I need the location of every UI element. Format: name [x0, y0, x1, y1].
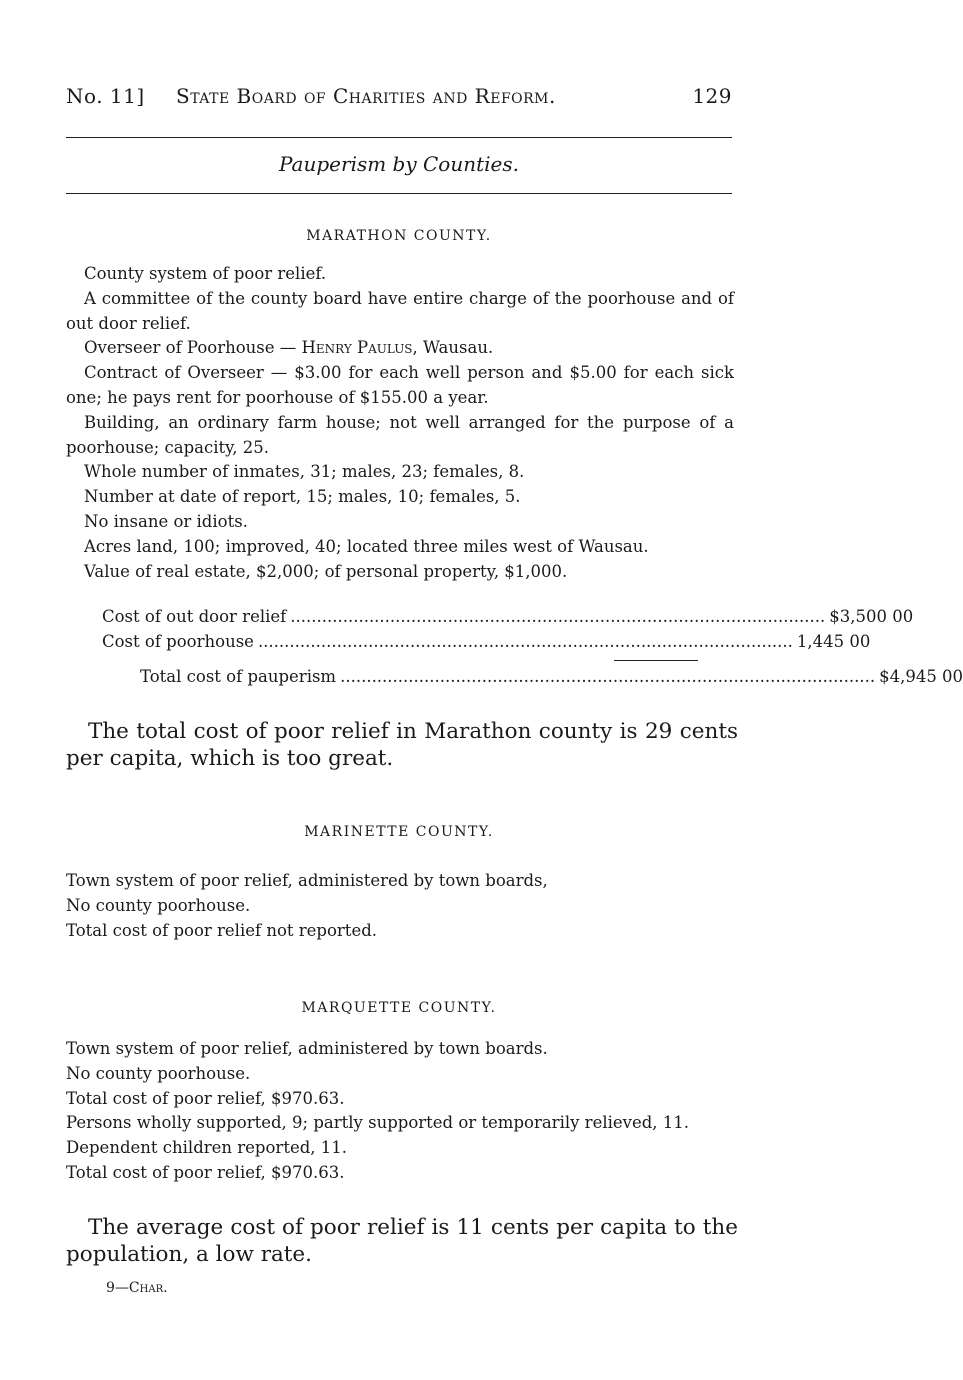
header-number: No. 11]: [66, 84, 145, 108]
cost-row-total: [102, 664, 963, 689]
marquette-line: Total cost of poor relief, $970.63.: [66, 1162, 345, 1182]
marathon-details: [66, 262, 734, 584]
marquette-line: Total cost of poor relief, $970.63.: [66, 1088, 345, 1108]
marquette-heading: MARQUETTE COUNTY.: [301, 1000, 497, 1016]
cost-amount: $3,500 00: [829, 607, 914, 626]
marinette-details: [66, 869, 734, 943]
cost-label: Cost of poorhouse: [102, 632, 254, 651]
marathon-cost-table: [102, 604, 963, 689]
marquette-note: [66, 1214, 738, 1268]
sum-rule: [614, 660, 698, 661]
marquette-note-text: The average cost of poor relief is 11 cents per capita to the population, a low rate.: [66, 1215, 738, 1267]
marinette-line: No county poorhouse.: [66, 895, 251, 915]
marquette-details: [66, 1037, 734, 1186]
page-number: 129: [692, 84, 732, 108]
leader-dots: ......................................................................................................: [290, 607, 826, 626]
page-subtitle: Pauperism by Counties.: [279, 152, 519, 176]
cost-amount: 1,445 00: [796, 632, 871, 651]
marathon-value: Value of real estate, $2,000; of personal property, $1,000.: [84, 561, 568, 581]
marinette-line: Total cost of poor relief not reported.: [66, 920, 378, 940]
marquette-line: Dependent children reported, 11.: [66, 1138, 348, 1158]
header-title: State Board of Charities and Reform.: [176, 84, 556, 108]
marinette-line: Town system of poor relief, administered by town boards,: [66, 871, 548, 890]
overseer-suffix: , Wausau.: [412, 338, 494, 358]
cost-row-poorhouse: [102, 629, 871, 654]
cost-amount: $4,945 00: [879, 667, 963, 686]
marathon-building: Building, an ordinary farm house; not well arranged for the purpose of a poorhouse; capacity, 25.: [66, 412, 734, 457]
marathon-system: County system of poor relief.: [84, 264, 327, 283]
subtitle-rule: [66, 193, 732, 194]
marathon-report: Number at date of report, 15; males, 10; females, 5.: [84, 487, 521, 507]
marathon-note-text: The total cost of poor relief in Marathon county is 29 cents per capita, which is too great.: [66, 719, 738, 771]
marathon-inmates: Whole number of inmates, 31; males, 23; females, 8.: [84, 462, 525, 482]
cost-row-outdoor: [102, 604, 914, 629]
marathon-committee: A committee of the county board have entire charge of the poorhouse and of out door relief.: [66, 288, 734, 333]
marquette-line: No county poorhouse.: [66, 1063, 251, 1083]
signature-mark: [106, 1280, 168, 1296]
cost-label: Cost of out door relief: [102, 607, 287, 626]
marathon-acres: Acres land, 100; improved, 40; located three miles west of Wausau.: [84, 536, 649, 556]
cost-label: Total cost of pauperism: [140, 667, 337, 686]
marathon-note: [66, 718, 738, 772]
marquette-line: Persons wholly supported, 9; partly supported or temporarily relieved, 11.: [66, 1113, 690, 1133]
signature-prefix: 9—: [106, 1280, 129, 1296]
leader-dots: ......................................................................................................: [257, 632, 793, 651]
overseer-prefix: Overseer of Poorhouse —: [84, 338, 302, 358]
marathon-contract: Contract of Overseer — $3.00 for each well person and $5.00 for each sick one; he pays rent for poorhouse of $155.00 a year.: [66, 363, 734, 407]
header-rule: [66, 137, 732, 138]
signature-text: Char.: [128, 1280, 168, 1296]
running-header: [66, 84, 732, 112]
marquette-line: Town system of poor relief, administered by town boards.: [66, 1039, 548, 1058]
marathon-heading: MARATHON COUNTY.: [306, 228, 492, 244]
marathon-insane: No insane or idiots.: [84, 511, 248, 531]
leader-dots: ......................................................................................................: [340, 667, 876, 686]
marinette-heading: MARINETTE COUNTY.: [304, 824, 494, 840]
overseer-name: Henry Paulus: [301, 338, 413, 358]
marathon-overseer: [66, 336, 734, 361]
